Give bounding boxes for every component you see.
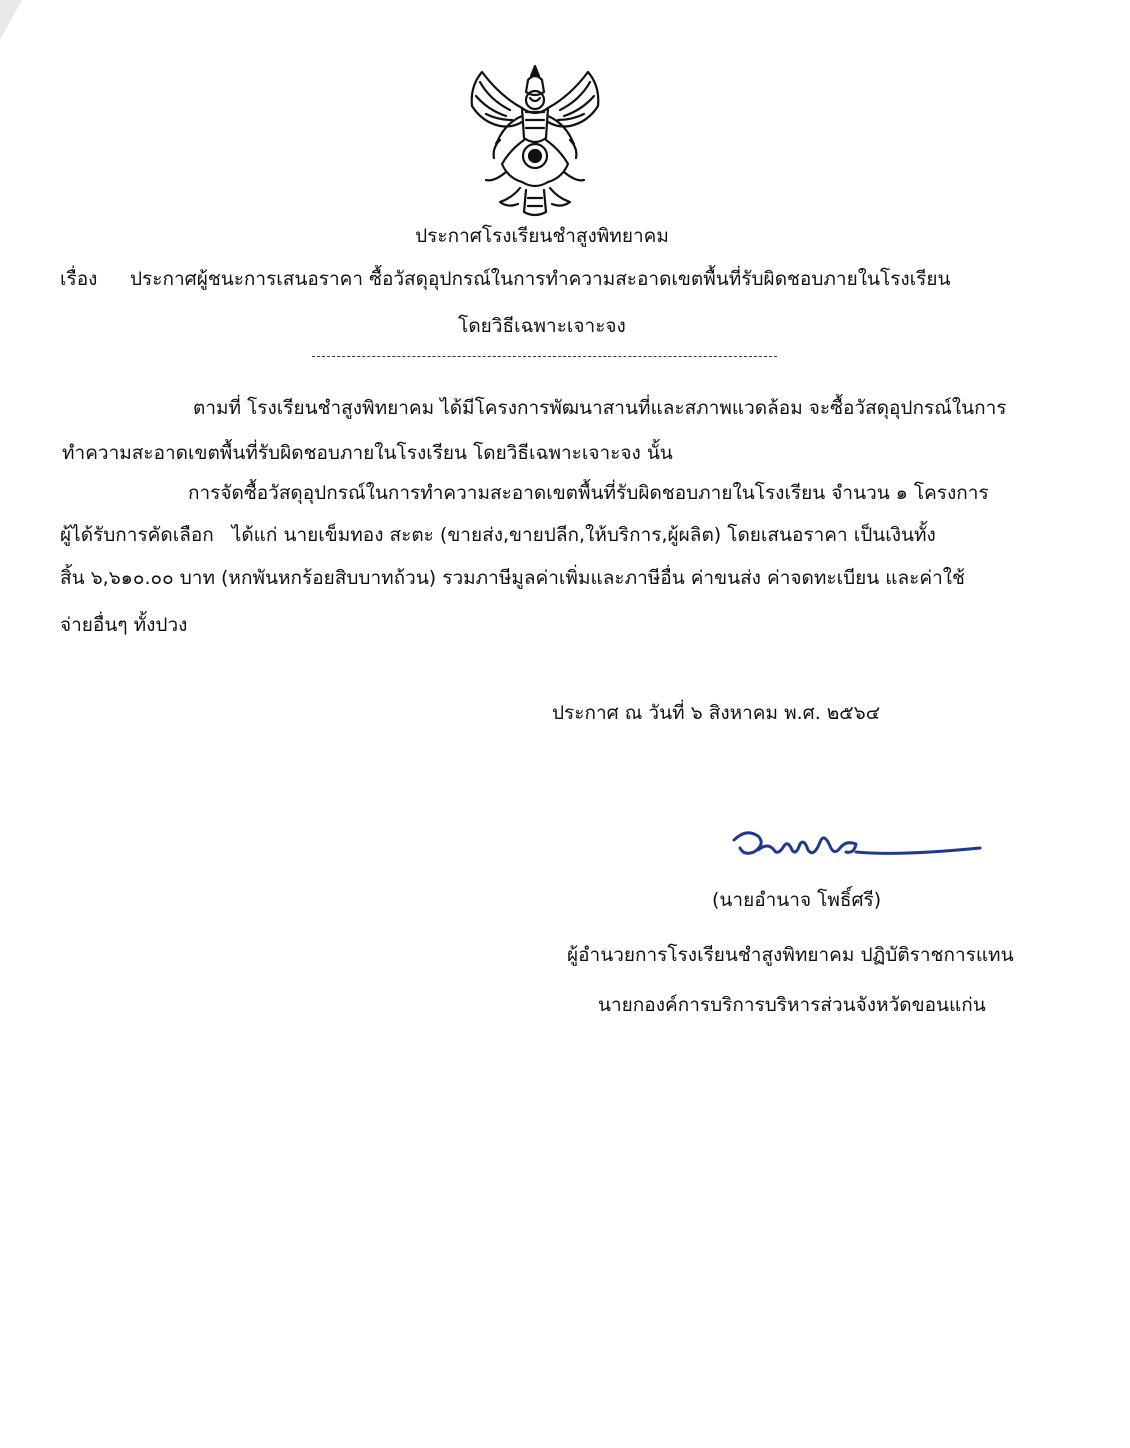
signatory-position-2: นายกองค์การบริการบริหารส่วนจังหวัดขอนแก่น xyxy=(598,994,986,1016)
paragraph-2-line-4: จ่ายอื่นๆ ทั้งปวง xyxy=(60,614,188,636)
signatory-name: (นายอำนาจ โพธิ์ศรี) xyxy=(712,889,882,911)
paragraph-2-line-1: การจัดซื้อวัสดุอุปกรณ์ในการทำความสะอาดเขตพื้นที่รับผิดชอบภายในโรงเรียน จำนวน ๑ โครงการ xyxy=(188,482,989,504)
handwritten-signature xyxy=(728,822,988,870)
paragraph-2-line-2 xyxy=(60,523,936,547)
procurement-method: โดยวิธีเฉพาะเจาะจง xyxy=(458,315,626,337)
separator-line xyxy=(312,356,777,357)
paragraph-1-line-1: ตามที่ โรงเรียนชำสูงพิทยาคม ได้มีโครงการพัฒนาสานที่และสภาพแวดล้อม จะซื้อวัสดุอุปกรณ์ในการ xyxy=(193,397,1007,419)
signatory-position-1: ผู้อำนวยการโรงเรียนชำสูงพิทยาคม ปฏิบัติราชการแทน xyxy=(567,944,1014,966)
subject-label: เรื่อง xyxy=(60,268,98,290)
paragraph-1-line-2: ทำความสะอาดเขตพื้นที่รับผิดชอบภายในโรงเรียน โดยวิธีเฉพาะเจาะจง นั้น xyxy=(62,442,673,464)
subject-line xyxy=(60,267,951,291)
paragraph-2-line-3: สิ้น ๖,๖๑๐.๐๐ บาท (หกพันหกร้อยสิบบาทถ้วน) รวมภาษีมูลค่าเพิ่มและภาษีอื่น ค่าขนส่ง ค่าจดทะเบียน และค่าใช้ xyxy=(60,567,965,589)
garuda-emblem xyxy=(460,52,610,220)
announcement-title: ประกาศโรงเรียนชำสูงพิทยาคม xyxy=(415,225,669,247)
subject-text: ประกาศผู้ชนะการเสนอราคา ซื้อวัสดุอุปกรณ์ในการทำความสะอาดเขตพื้นที่รับผิดชอบภายในโรงเรียน xyxy=(130,268,951,290)
page-corner-shadow xyxy=(0,0,22,40)
announcement-date: ประกาศ ณ วันที่ ๖ สิงหาคม พ.ศ. ๒๕๖๔ xyxy=(552,702,881,724)
selected-party-label: ผู้ได้รับการคัดเลือก xyxy=(60,524,214,546)
selected-party-details: ได้แก่ นายเข็มทอง สะตะ (ขายส่ง,ขายปลีก,ให้บริการ,ผู้ผลิต) โดยเสนอราคา เป็นเงินทั้ง xyxy=(231,524,936,546)
